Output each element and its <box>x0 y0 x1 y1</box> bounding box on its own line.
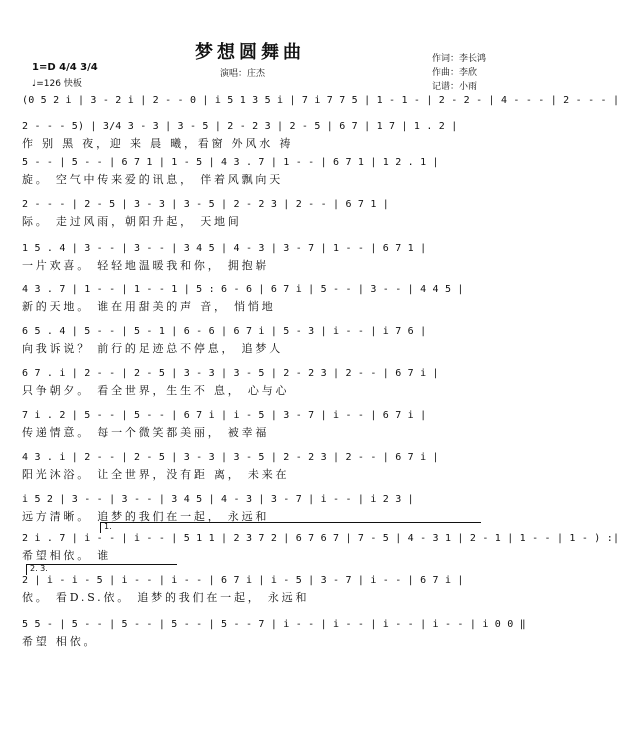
transcriber-credit: 记谱：小雨 <box>431 82 477 92</box>
notation-line: 2 - - - | 2 - 5 | 3 - 3 | 3 - 5 | 2 - 2 3 | 2 - - | 6 7 1 | <box>22 199 390 210</box>
lyrics-line: 希望 相依。 <box>22 635 98 648</box>
score-system <box>22 564 490 605</box>
lyrics-line: 作 别 黑 夜，迎 来 晨 曦，看窗 外风水 祷 <box>22 137 294 150</box>
credits <box>432 52 486 94</box>
notation-line: 1 5 . 4 | 3 - - | 3 - - | 3 4 5 | 4 - 3 | 3 - 7 | 1 - - | 6 7 1 | <box>22 243 427 254</box>
notation-line: 2 i . 7 | i - - | i - - | 5 1 1 | 2 3 7 2 | 6 7 6 7 | 7 - 5 | 4 - 3 1 | 2 - 1 | 1 - - | 1 - ) :| <box>22 533 619 544</box>
score-system <box>22 522 619 563</box>
lyrics-line: 依。 看D.S.依。 追梦的我们在一起， 永远和 <box>22 591 310 604</box>
key-signature: 1=D 4/4 3/4 <box>32 62 98 73</box>
notation-line: 2 - - - 5) | 3/4 3 - 3 | 3 - 5 | 2 - 2 3 | 2 - 5 | 6 7 | 1 7 | 1 . 2 | <box>22 121 458 132</box>
score-system <box>22 409 490 440</box>
notation-line: 4 3 . i | 2 - - | 2 - 5 | 3 - 3 | 3 - 5 | 2 - 2 3 | 2 - - | 6 7 i | <box>22 452 439 463</box>
singer-credit: 演唱：庄杰 <box>220 69 266 79</box>
lyrics-line: 一片欢喜。 轻轻地温暖我和你， 拥抱崭 <box>22 259 270 272</box>
score-system <box>22 198 490 229</box>
lyrics-line: 际。 走过风雨，朝阳升起， 天地间 <box>22 215 242 228</box>
lyrics-line: 远方清晰。 追梦的我们在一起， 永远和 <box>22 510 270 523</box>
lyrics-line: 向我诉说？ 前行的足迹总不停息， 追梦人 <box>22 342 283 355</box>
score-system <box>22 493 490 524</box>
notation-line: 2 | i - i - 5 | i - - | i - - | 6 7 i | i - 5 | 3 - 7 | i - - | 6 7 i | <box>22 575 464 586</box>
lyrics-line: 旋。 空气中传来爱的讯息， 伴着风飘向天 <box>22 173 283 186</box>
score-system <box>22 242 490 273</box>
volta-bracket <box>100 522 481 533</box>
score-system <box>22 618 526 649</box>
notation-line: 6 5 . 4 | 5 - - | 5 - 1 | 6 - 6 | 6 7 i | 5 - 3 | i - - | i 7 6 | <box>22 326 427 337</box>
lyrics-line: 只争朝夕。 看全世界，生生不 息， 心与心 <box>22 384 290 397</box>
composer-credit: 作曲：李欣 <box>431 68 477 78</box>
notation-line: 7 i . 2 | 5 - - | 5 - - | 6 7 i | i - 5 | 3 - 7 | i - - | 6 7 i | <box>22 410 427 421</box>
volta-label: 1. <box>104 522 112 531</box>
score-system <box>22 120 490 151</box>
notation-line: 6 7 . i | 2 - - | 2 - 5 | 3 - 3 | 3 - 5 | 2 - 2 3 | 2 - - | 6 7 i | <box>22 368 439 379</box>
lyrics-line: 希望相依。 谁 <box>22 549 112 562</box>
song-title: 梦想圆舞曲 <box>195 42 305 63</box>
notation-line: 5 5 - | 5 - - | 5 - - | 5 - - | 5 - - 7 | i - - | i - - | i - - | i - - | i 0 0 ‖ <box>22 619 526 630</box>
volta-label: 2. 3. <box>30 564 48 573</box>
notation-line: (0 5 2 i | 3 - 2 i | 2 - - 0 | i 5 1 3 5 i | 7 i 7 7 5 | 1 - 1 - | 2 - 2 - | 4 - - - | 2 - - - | <box>22 95 619 106</box>
lyrics-line: 阳光沐浴。 让全世界，没有距 离， 未来在 <box>22 468 290 481</box>
score-system <box>22 283 490 314</box>
notation-line: 4 3 . 7 | 1 - - | 1 - - 1 | 5 : 6 - 6 | 6 7 i | 5 - - | 3 - - | 4 4 5 | <box>22 284 464 295</box>
score-system <box>22 367 490 398</box>
lyrics-line: 新的天地。 谁在用甜美的声 音， 悄悄地 <box>22 300 276 313</box>
tempo-marking: ♩=126 快板 <box>32 79 82 89</box>
score-system <box>22 325 490 356</box>
score-system <box>22 156 490 187</box>
lyricist-credit: 作词：李长鸿 <box>431 54 486 64</box>
lyrics-line: 传递情意。 每一个微笑都美丽， 被幸福 <box>22 426 270 439</box>
notation-line: 5 - - | 5 - - | 6 7 1 | 1 - 5 | 4 3 . 7 | 1 - - | 6 7 1 | 1 2 . 1 | <box>22 157 439 168</box>
score-system <box>22 451 490 482</box>
volta-bracket <box>26 564 177 575</box>
notation-line: i 5 2 | 3 - - | 3 - - | 3 4 5 | 4 - 3 | 3 - 7 | i - - | i 2 3 | <box>22 494 414 505</box>
